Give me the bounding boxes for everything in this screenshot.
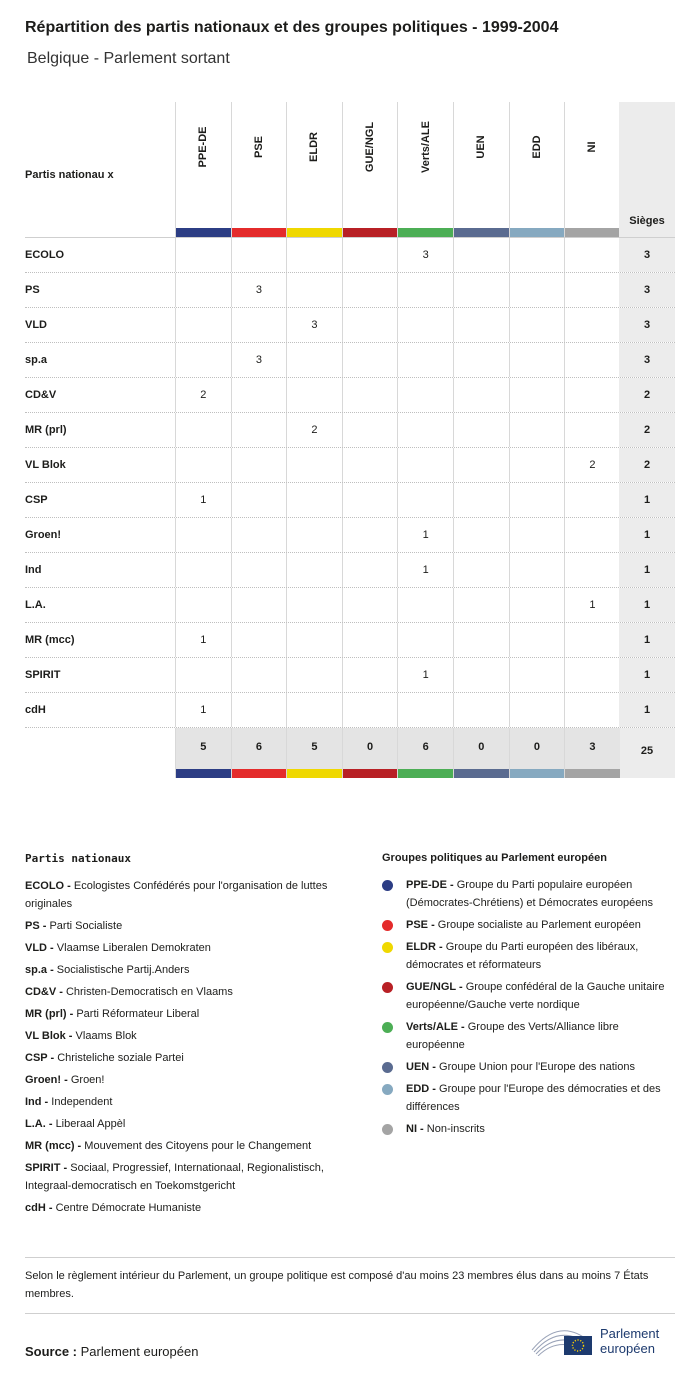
seat-cell <box>564 413 620 447</box>
table-row <box>25 412 675 447</box>
group-total-value: 6 <box>255 741 262 753</box>
row-seats: 2 <box>619 378 675 412</box>
group-header <box>564 102 620 237</box>
seat-cell <box>342 378 398 412</box>
party-name: VL Blok <box>25 459 66 471</box>
party-full-name: Sociaal, Progressief, Internationaal, Regionalistisch, Integraal-democratisch en Toekomstgericht <box>25 1162 324 1192</box>
group-abbr: NI - <box>406 1123 424 1135</box>
seat-cell <box>509 343 565 377</box>
row-seats: 1 <box>619 588 675 622</box>
party-name: CSP <box>25 494 48 506</box>
seats-column-header <box>619 102 675 237</box>
group-total-value: 5 <box>311 741 318 753</box>
group-color-bar <box>510 228 565 237</box>
seat-cell: 1 <box>397 553 453 587</box>
group-full-name: Groupe du Parti européen des libéraux, démocrates et réformateurs <box>406 941 639 971</box>
seat-cell <box>453 413 509 447</box>
seat-cell: 1 <box>175 483 231 517</box>
seat-cell <box>564 623 620 657</box>
party-name: PS <box>25 284 40 296</box>
seat-cell <box>342 273 398 307</box>
seat-cell <box>453 448 509 482</box>
seat-cell: 3 <box>231 273 287 307</box>
group-full-name: Groupe pour l'Europe des démocraties et des différences <box>406 1083 661 1113</box>
seat-cell <box>509 588 565 622</box>
group-legend-item <box>382 1120 675 1138</box>
group-header <box>175 102 231 237</box>
seat-cell <box>286 588 342 622</box>
table-row <box>25 552 675 587</box>
party-name: SPIRIT <box>25 669 61 681</box>
group-color-bar <box>232 769 287 778</box>
group-color-bar <box>510 769 565 778</box>
party-name: sp.a <box>25 354 48 366</box>
seat-cell <box>175 588 231 622</box>
party-legend-item <box>25 1027 365 1045</box>
group-color-dot-icon <box>382 1084 393 1095</box>
party-name: ECOLO <box>25 249 65 261</box>
row-seats: 3 <box>619 343 675 377</box>
seat-cell <box>231 623 287 657</box>
party-legend-item <box>25 1137 365 1155</box>
party-abbr: CSP - <box>25 1052 55 1064</box>
group-total <box>175 728 231 778</box>
party-full-name: Vlaams Blok <box>75 1030 137 1042</box>
source-line <box>25 1344 198 1359</box>
group-header-label: GUE/NGL <box>364 121 377 173</box>
group-total-value: 0 <box>367 741 374 753</box>
party-full-name: Parti Réformateur Liberal <box>76 1008 200 1020</box>
row-seats: 1 <box>619 483 675 517</box>
group-color-bar <box>287 228 342 237</box>
party-full-name: Parti Socialiste <box>49 920 123 932</box>
group-total <box>231 728 287 778</box>
party-legend <box>25 852 365 1221</box>
group-abbr: Verts/ALE - <box>406 1021 465 1033</box>
seat-cell <box>342 483 398 517</box>
group-total-value: 0 <box>478 741 485 753</box>
seat-cell <box>286 623 342 657</box>
seat-cell <box>397 448 453 482</box>
group-legend-item <box>382 1018 675 1054</box>
group-legend-item <box>382 916 675 934</box>
group-total-value: 3 <box>589 741 596 753</box>
source-label: Source : <box>25 1344 78 1359</box>
seat-cell <box>175 448 231 482</box>
table-row <box>25 307 675 342</box>
seat-cell <box>397 623 453 657</box>
seat-cell <box>453 553 509 587</box>
seat-cell <box>342 308 398 342</box>
group-header-label: ELDR <box>308 132 321 162</box>
seat-cell: 1 <box>397 518 453 552</box>
party-full-name: Ecologistes Confédérés pour l'organisation de luttes originales <box>25 880 328 910</box>
group-full-name: Groupe des Verts/Alliance libre européenne <box>406 1021 619 1051</box>
group-abbr: ELDR - <box>406 941 443 953</box>
party-abbr: ECOLO - <box>25 880 71 892</box>
group-total-value: 6 <box>422 741 429 753</box>
party-abbr: VLD - <box>25 942 54 954</box>
party-abbr: SPIRIT - <box>25 1162 68 1174</box>
row-seats: 2 <box>619 448 675 482</box>
group-color-dot-icon <box>382 1022 393 1033</box>
logo-line-2: européen <box>600 1341 655 1356</box>
group-total-value: 0 <box>533 741 540 753</box>
party-legend-item <box>25 1005 365 1023</box>
group-header-label: NI <box>586 141 599 153</box>
parliament-emblem-icon <box>530 1320 594 1356</box>
seat-cell <box>286 658 342 692</box>
seat-cell <box>564 553 620 587</box>
group-abbr: GUE/NGL - <box>406 981 463 993</box>
party-name: cdH <box>25 704 46 716</box>
seat-cell: 1 <box>175 693 231 727</box>
seat-cell: 2 <box>564 448 620 482</box>
party-name: CD&V <box>25 389 57 401</box>
seat-cell <box>286 518 342 552</box>
group-full-name: Groupe socialiste au Parlement européen <box>437 919 641 931</box>
seat-cell <box>509 448 565 482</box>
seat-cell <box>342 518 398 552</box>
group-color-bar <box>287 769 342 778</box>
seat-cell <box>397 483 453 517</box>
party-legend-item <box>25 939 365 957</box>
group-total <box>286 728 342 778</box>
party-abbr: Groen! - <box>25 1074 68 1086</box>
table-row <box>25 657 675 692</box>
party-full-name: Independent <box>51 1096 113 1108</box>
seat-cell <box>453 693 509 727</box>
seat-cell <box>509 483 565 517</box>
seat-cell <box>453 483 509 517</box>
seat-cell <box>342 413 398 447</box>
seat-cell <box>453 378 509 412</box>
seat-cell <box>564 693 620 727</box>
seat-cell <box>509 658 565 692</box>
seat-cell <box>286 483 342 517</box>
group-color-bar <box>398 769 453 778</box>
totals-row <box>25 727 675 777</box>
party-name: L.A. <box>25 599 46 611</box>
seat-cell <box>286 378 342 412</box>
seat-cell <box>286 553 342 587</box>
party-legend-heading: Partis nationaux <box>25 852 131 865</box>
group-legend-item <box>382 876 675 912</box>
party-abbr: PS - <box>25 920 47 932</box>
table-row <box>25 377 675 412</box>
seat-cell <box>231 378 287 412</box>
seat-cell <box>453 343 509 377</box>
seat-cell <box>509 413 565 447</box>
seat-cell <box>564 658 620 692</box>
source-value: Parlement européen <box>80 1344 199 1359</box>
party-column-header: Partis nationau x <box>25 169 114 181</box>
seat-cell <box>397 308 453 342</box>
row-seats: 3 <box>619 308 675 342</box>
group-header <box>509 102 565 237</box>
seat-cell <box>231 448 287 482</box>
group-full-name: Groupe Union pour l'Europe des nations <box>439 1061 635 1073</box>
table-row <box>25 447 675 482</box>
seat-cell <box>509 518 565 552</box>
seat-cell <box>175 553 231 587</box>
party-abbr: VL Blok - <box>25 1030 73 1042</box>
seat-cell: 3 <box>397 238 453 272</box>
party-abbr: sp.a - <box>25 964 54 976</box>
table-row <box>25 587 675 622</box>
party-full-name: Groen! <box>70 1074 105 1086</box>
seat-cell <box>564 238 620 272</box>
seat-cell <box>509 238 565 272</box>
row-seats: 1 <box>619 623 675 657</box>
party-legend-item <box>25 1159 365 1195</box>
table-row <box>25 237 675 272</box>
seat-cell <box>564 273 620 307</box>
seat-cell <box>231 658 287 692</box>
seat-cell <box>564 343 620 377</box>
group-color-bar <box>176 228 231 237</box>
seat-cell <box>509 273 565 307</box>
logo-line-1: Parlement <box>600 1326 660 1341</box>
group-color-bar <box>232 228 287 237</box>
seat-cell <box>286 238 342 272</box>
seat-cell <box>175 518 231 552</box>
party-legend-item <box>25 917 365 935</box>
group-total <box>342 728 398 778</box>
party-abbr: MR (mcc) - <box>25 1140 82 1152</box>
group-legend-heading: Groupes politiques au Parlement européen <box>382 852 607 864</box>
seat-cell: 3 <box>286 308 342 342</box>
party-abbr: L.A. - <box>25 1118 53 1130</box>
party-name: Ind <box>25 564 42 576</box>
seat-cell <box>564 378 620 412</box>
group-legend-item <box>382 978 675 1014</box>
party-abbr: cdH - <box>25 1202 53 1214</box>
group-color-bar <box>343 228 398 237</box>
seat-cell <box>342 693 398 727</box>
seat-cell <box>509 623 565 657</box>
group-full-name: Groupe confédéral de la Gauche unitaire européenne/Gauche verte nordique <box>406 981 665 1011</box>
seat-cell <box>231 413 287 447</box>
parliament-logo <box>530 1320 680 1360</box>
seat-cell: 2 <box>175 378 231 412</box>
party-abbr: MR (prl) - <box>25 1008 74 1020</box>
seat-cell <box>509 378 565 412</box>
seat-cell <box>175 273 231 307</box>
seat-cell <box>175 413 231 447</box>
group-color-dot-icon <box>382 880 393 891</box>
group-color-bar <box>565 769 620 778</box>
row-seats: 1 <box>619 518 675 552</box>
seat-cell <box>397 378 453 412</box>
party-full-name: Centre Démocrate Humaniste <box>55 1202 202 1214</box>
seat-cell <box>231 553 287 587</box>
table-row <box>25 482 675 517</box>
group-legend-item <box>382 1058 675 1076</box>
party-name: VLD <box>25 319 47 331</box>
party-legend-item <box>25 1093 365 1111</box>
group-header <box>231 102 287 237</box>
group-legend-item <box>382 1080 675 1116</box>
seat-cell: 1 <box>175 623 231 657</box>
group-color-bar <box>454 769 509 778</box>
group-color-bar <box>398 228 453 237</box>
group-legend-item <box>382 938 675 974</box>
table-row <box>25 342 675 377</box>
group-color-bar <box>343 769 398 778</box>
party-legend-item <box>25 961 365 979</box>
party-legend-item <box>25 1071 365 1089</box>
party-full-name: Mouvement des Citoyens pour le Changement <box>84 1140 312 1152</box>
group-color-dot-icon <box>382 1062 393 1073</box>
group-header <box>453 102 509 237</box>
seat-cell <box>175 343 231 377</box>
seat-cell <box>453 623 509 657</box>
group-header-label: EDD <box>530 135 543 159</box>
group-color-dot-icon <box>382 920 393 931</box>
row-seats: 1 <box>619 658 675 692</box>
seat-cell <box>342 588 398 622</box>
page-title: Répartition des partis nationaux et des groupes politiques - 1999-2004 <box>25 19 559 36</box>
seat-cell <box>397 343 453 377</box>
seat-cell <box>397 273 453 307</box>
group-total <box>397 728 453 778</box>
table-row <box>25 622 675 657</box>
group-total <box>509 728 565 778</box>
seat-cell <box>286 273 342 307</box>
group-full-name: Non-inscrits <box>426 1123 485 1135</box>
seat-cell <box>342 553 398 587</box>
row-seats: 3 <box>619 238 675 272</box>
seat-cell <box>453 588 509 622</box>
seat-cell: 3 <box>231 343 287 377</box>
row-seats: 1 <box>619 553 675 587</box>
seat-cell <box>286 343 342 377</box>
group-abbr: UEN - <box>406 1061 436 1073</box>
group-abbr: EDD - <box>406 1083 436 1095</box>
seat-cell <box>509 693 565 727</box>
party-legend-item <box>25 877 365 913</box>
party-name: MR (mcc) <box>25 634 75 646</box>
party-full-name: Socialistische Partij.Anders <box>56 964 190 976</box>
seat-cell <box>342 623 398 657</box>
seat-cell <box>509 553 565 587</box>
party-name: Groen! <box>25 529 62 541</box>
table-row <box>25 272 675 307</box>
logo-text <box>600 1326 659 1356</box>
seat-cell <box>564 308 620 342</box>
seat-cell <box>453 308 509 342</box>
seat-cell <box>397 693 453 727</box>
seat-cell: 1 <box>397 658 453 692</box>
page-subtitle: Belgique - Parlement sortant <box>27 50 230 67</box>
group-total <box>564 728 620 778</box>
row-seats: 3 <box>619 273 675 307</box>
party-name: MR (prl) <box>25 424 67 436</box>
party-abbr: CD&V - <box>25 986 63 998</box>
seat-cell <box>231 238 287 272</box>
seat-cell <box>286 448 342 482</box>
seats-header-label: Sièges <box>629 215 665 227</box>
table-row <box>25 692 675 727</box>
seat-cell <box>453 273 509 307</box>
group-color-dot-icon <box>382 942 393 953</box>
seat-cell <box>397 588 453 622</box>
party-legend-item <box>25 1199 365 1217</box>
group-abbr: PPE-DE - <box>406 879 454 891</box>
seat-cell <box>231 693 287 727</box>
seat-cell <box>564 518 620 552</box>
seat-cell <box>509 308 565 342</box>
party-legend-item <box>25 1049 365 1067</box>
row-seats: 1 <box>619 693 675 727</box>
party-legend-item <box>25 983 365 1001</box>
total-seats: 25 <box>619 728 675 778</box>
seat-cell <box>342 448 398 482</box>
seat-cell <box>342 658 398 692</box>
seat-table <box>25 102 675 777</box>
seat-cell <box>231 588 287 622</box>
table-row <box>25 517 675 552</box>
group-header-label: Verts/ALE <box>419 121 432 173</box>
seat-cell <box>231 483 287 517</box>
party-abbr: Ind - <box>25 1096 49 1108</box>
seat-cell <box>453 658 509 692</box>
group-header <box>286 102 342 237</box>
party-full-name: Liberaal Appèl <box>55 1118 126 1130</box>
seat-cell <box>564 483 620 517</box>
seat-cell <box>453 238 509 272</box>
seat-cell <box>342 343 398 377</box>
group-legend <box>382 852 675 1142</box>
group-color-dot-icon <box>382 982 393 993</box>
group-header-label: PSE <box>252 135 265 159</box>
group-full-name: Groupe du Parti populaire européen (Démocrates-Chrétiens) et Démocrates européens <box>406 879 653 909</box>
group-color-bar <box>176 769 231 778</box>
group-abbr: PSE - <box>406 919 435 931</box>
group-header-label: PPE-DE <box>197 126 210 168</box>
group-total <box>453 728 509 778</box>
seat-cell <box>453 518 509 552</box>
group-color-bar <box>565 228 620 237</box>
group-header-label: UEN <box>475 135 488 159</box>
seat-cell: 2 <box>286 413 342 447</box>
group-color-bar <box>454 228 509 237</box>
seat-cell <box>286 693 342 727</box>
party-full-name: Christeliche soziale Partei <box>57 1052 184 1064</box>
party-full-name: Vlaamse Liberalen Demokraten <box>56 942 211 954</box>
seat-cell <box>175 308 231 342</box>
seat-cell: 1 <box>564 588 620 622</box>
group-header <box>397 102 453 237</box>
seat-cell <box>175 238 231 272</box>
group-color-dot-icon <box>382 1124 393 1135</box>
party-full-name: Christen-Democratisch en Vlaams <box>65 986 233 998</box>
table-header <box>25 102 675 237</box>
seat-cell <box>342 238 398 272</box>
group-total-value: 5 <box>200 741 207 753</box>
row-seats: 2 <box>619 413 675 447</box>
seat-cell <box>175 658 231 692</box>
footnote: Selon le règlement intérieur du Parlement, un groupe politique est composé d'au moins 23 membres élus dans au moins 7 États membres. <box>25 1257 675 1314</box>
seat-cell <box>231 308 287 342</box>
group-header <box>342 102 398 237</box>
seat-cell <box>231 518 287 552</box>
party-legend-item <box>25 1115 365 1133</box>
seat-cell <box>397 413 453 447</box>
